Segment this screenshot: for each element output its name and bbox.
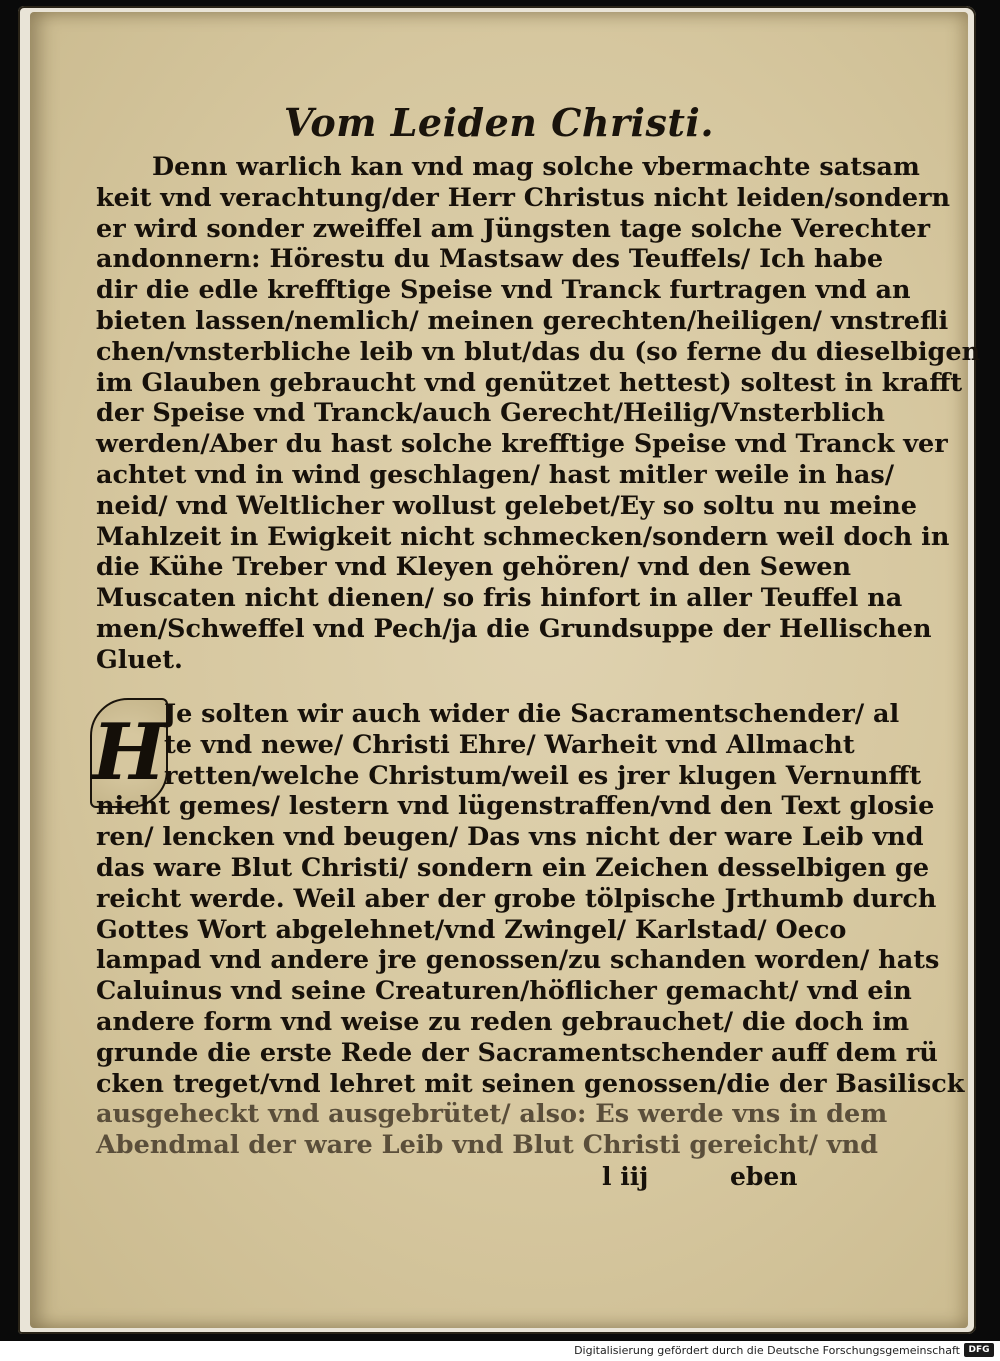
dfg-logo: DFG [964, 1343, 994, 1357]
text-line: ren/ lencken vnd beugen/ Das vns nicht der ware Leib vnd [96, 822, 924, 853]
text-line: te vnd newe/ Christi Ehre/ Warheit vnd Allmacht [164, 729, 855, 760]
text-line: Mahlzeit in Ewigkeit nicht schmecken/sondern weil doch in [96, 521, 950, 552]
text-line: Abendmal der ware Leib vnd Blut Christi gereicht/ vnd [96, 1130, 878, 1161]
catchword: eben [730, 1162, 798, 1191]
text-line: men/Schweffel vnd Pech/ja die Grundsuppe der Hellischen [96, 613, 932, 644]
text-line: lampad vnd andere jre genossen/zu schanden worden/ hats [96, 945, 940, 976]
text-line: Je solten wir auch wider die Sacramentschender/ al [164, 699, 900, 729]
text-line: Gluet. [96, 644, 183, 675]
funding-notice: Digitalisierung gefördert durch die Deutsche Forschungsgemeinschaft [574, 1344, 960, 1357]
text-line: achtet vnd in wind geschlagen/ hast mitler weile in has/ [96, 459, 895, 490]
text-line: andere form vnd weise zu reden gebrauchet/ die doch im [96, 1006, 910, 1037]
text-line: werden/Aber du hast solche krefftige Speise vnd Tranck ver [96, 429, 948, 460]
book-page [30, 12, 981, 1328]
text-line: im Glauben gebraucht vnd genützet hettest) soltest in krafft [96, 367, 963, 398]
footer-bar [0, 1341, 1000, 1361]
text-line: cken treget/vnd lehret mit seinen genossen/die der Basilisck [96, 1068, 965, 1099]
text-line: der Speise vnd Tranck/auch Gerecht/Heilig/Vnsterblich [96, 398, 885, 429]
text-line: grunde die erste Rede der Sacramentschender auff dem rü [96, 1037, 938, 1068]
page-header: Vom Leiden Christi. [283, 100, 715, 145]
initial-letter: H [92, 707, 166, 798]
text-line: Caluinus vnd seine Creaturen/höflicher gemacht/ vnd ein [96, 976, 912, 1007]
text-line: dir die edle krefftige Speise vnd Tranck furtragen vnd an [96, 275, 911, 306]
signature-mark: l iij [602, 1162, 649, 1191]
text-line: er wird sonder zweiffel am Jüngsten tage solche Verechter [96, 213, 931, 244]
text-line: reicht werde. Weil aber der grobe tölpische Jrthumb durch [96, 883, 937, 914]
paragraph-1 [96, 152, 981, 676]
text-line: neid/ vnd Weltlicher wollust gelebet/Ey so soltu nu meine [96, 490, 917, 521]
text-line: die Kühe Treber vnd Kleyen gehören/ vnd den Sewen [96, 552, 852, 583]
text-line: chen/vnsterbliche leib vn blut/das du (so ferne du dieselbigen [96, 336, 981, 367]
text-line: retten/welche Christum/weil es jrer klugen Vernunfft [164, 760, 922, 791]
paragraph-2 [96, 699, 965, 1161]
text-line: nicht gemes/ lestern vnd lügenstraffen/vnd den Text glosie [96, 791, 935, 822]
text-line: Muscaten nicht dienen/ so fris hinfort in aller Teuffel na [96, 583, 903, 614]
text-line: keit vnd verachtung/der Herr Christus nicht leiden/sondern [96, 182, 951, 213]
text-line: das ware Blut Christi/ sondern ein Zeichen desselbigen ge [96, 852, 930, 883]
text-line: andonnern: Hörestu du Mastsaw des Teuffels/ Ich habe [96, 244, 884, 275]
text-line: Gottes Wort abgelehnet/vnd Zwingel/ Karlstad/ Oeco [96, 914, 847, 945]
text-line: bieten lassen/nemlich/ meinen gerechten/heiligen/ vnstrefli [96, 305, 949, 336]
text-line: ausgeheckt vnd ausgebrütet/ also: Es werde vns in dem [96, 1099, 888, 1130]
text-line: Denn warlich kan vnd mag solche vbermachte satsam [152, 152, 920, 182]
